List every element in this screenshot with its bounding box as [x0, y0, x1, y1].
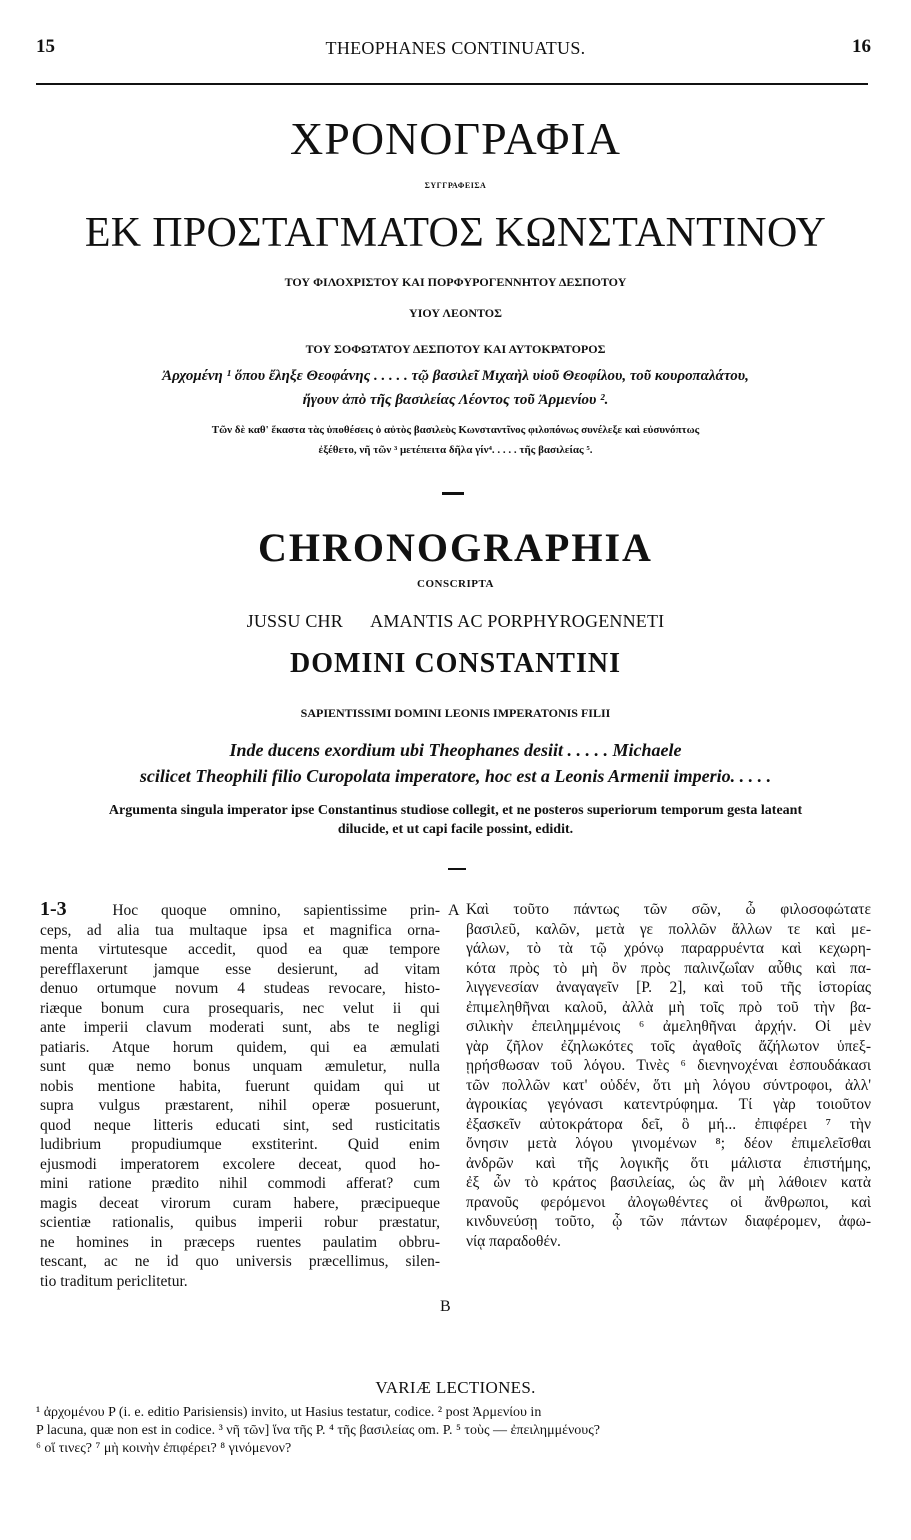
latin-sapientissimi: SAPIENTISSIMI DOMINI LEONIS IMPERATONIS FILII [300, 706, 611, 720]
variant-note-line: ⁶ οἵ τινες? ⁷ μὴ κοινὴν ἐπιφέρει? ⁸ γινόμενον? [36, 1441, 292, 1456]
greek-subtitle-small: ΣΥΓΓΡΑΦΕΙΣΑ [424, 181, 487, 190]
greek-line: λιγγενεσίαν ἀναγαγεῖν [P. 2], καὶ τοῦ τῆς ἱστορίας [466, 979, 871, 996]
latin-incipit-line-1: Inde ducens exordium ubi Theophanes desiit . . . . . Michaele [229, 740, 682, 760]
greek-line: πρανοῦς φερόμενοι ἀλογωθέντες οἱ ἄνθρωποι, καὶ [466, 1193, 871, 1211]
section-divider [442, 492, 464, 495]
greek-line: σιλικὴν ἐπειλημμένοις ⁶ ἀμεληθῆναι ἀρχήν. Οἱ μὲν [466, 1018, 871, 1035]
latin-argument-line-1: Argumenta singula imperator ipse Constantinus studiose collegit, et ne posteros superiorum temporum gesta lateant [108, 803, 803, 818]
greek-title-line-3: ΤΟΥ ΣΟΦΩΤΑΤΟΥ ΔΕΣΠΟΤΟΥ ΚΑΙ ΑΥΤΟΚΡΑΤΟΡΟΣ [305, 342, 606, 356]
latin-conscripta: CONSCRIPTA [417, 578, 494, 590]
greek-argument-line-1: Τῶν δὲ καθ' ἕκαστα τὰς ὑποθέσεις ὁ αὐτὸς βασιλεὺς Κωνσταντῖνος φιλοπόνως συνέλεξε καὶ εὐσυνόπτως [211, 424, 700, 436]
latin-line: supra vulgus præstarent, nihil operæ posuerunt, [40, 1097, 440, 1114]
greek-line: ἐξασκεῖν αὐτοκράτορα δεῖ, ὃ μή... ἐπιφέρει ⁷ τὴν [466, 1115, 871, 1133]
latin-argument-line-2: dilucide, et ut capi facile possint, edidit. [337, 822, 574, 837]
greek-argument-line-2: ἐξέθετο, νῆ τῶν ³ μετέπειτα δῆλα γίν⁴. . . . . τῆς βασιλείας ⁵. [318, 444, 593, 456]
latin-line: patiaris. Atque horum quidem, qui ea æmulati [40, 1038, 440, 1056]
margin-letter-b: B [440, 1298, 451, 1315]
greek-title-line-2: ΥΙΟΥ ΛΕΟΝΤΟΣ [409, 306, 502, 320]
greek-line: ἀγροικίας γεγόνασι κατεντρύφημα. Τί γὰρ τοιοῦτον [466, 1096, 871, 1113]
latin-line: magis deceat virorum curam habere, præcipueque [40, 1194, 440, 1212]
latin-domini: DOMINI CONSTANTINI [290, 648, 621, 679]
latin-column [40, 900, 440, 1291]
latin-jussu-line: JUSSU CHR AMANTIS AC PORPHYROGENNETI [246, 611, 665, 631]
latin-line: mini ratione prædito nihil commodi afferat? cum [40, 1175, 440, 1192]
greek-line: κινδυνεύσῃ τοῦτο, ᾧ τῶν πάντων διαφέρομεν, ἀφω- [466, 1213, 871, 1230]
latin-line: riæque bonum cura prosequaris, nec velut ii qui [40, 999, 440, 1017]
page-number-left: 15 [36, 36, 55, 57]
running-title: THEOPHANES CONTINUATUS. [325, 38, 586, 58]
greek-line: βασιλεῦ, καλῶν, μετὰ γε πολλῶν ἄλλων τε καὶ με- [466, 920, 871, 938]
latin-line: ludibrium propudiumque exstiterint. Quid enim [40, 1136, 440, 1153]
latin-line: menta virtutesque accedit, quod ea quæ tempore [40, 941, 440, 958]
variant-note-line: ¹ ἀρχομένου P (i. e. editio Parisiensis) invito, ut Hasius testatur, codice. ² post Ἀρμενίου in [36, 1405, 542, 1420]
greek-column [466, 900, 871, 1251]
greek-line: ῃρήσθωσαν τοῦ λόγου. Τινὲς ⁶ διενηνοχέναι ἐσπουδάκασι [466, 1057, 871, 1074]
latin-line: nobis mentione habita, fuerunt quidam qui ut [40, 1077, 440, 1095]
greek-line: γάλων, τὸ τὰ τῷ χρόνῳ παραρρυέντα καὶ κεχωρη- [466, 940, 871, 957]
variant-note-line: P lacuna, quæ non est in codice. ³ νῆ τῶν] ἵνα τῆς P. ⁴ τῆς βασιλείας om. P. ⁵ τοὺς — ἐπειλημμένους? [36, 1423, 600, 1438]
latin-line: sunt quæ nemo bonus unquam æmuletur, nulla [40, 1058, 440, 1075]
latin-line: ante imperii clavum moderati sunt, abs te negligi [40, 1019, 440, 1036]
latin-line: tescant, ac ne id quo universis præcellimus, silen- [40, 1253, 440, 1270]
latin-line-text: Hoc quoque omnino, sapientissime prin- [112, 902, 441, 919]
header-rule [36, 83, 868, 85]
section-divider [448, 868, 466, 870]
latin-line: perefflaxerunt jamque esse desierunt, ad vitam [40, 960, 440, 978]
greek-line: ἐξ ὧν τὸ κράτος βασιλείας, ὡς ἂν μὴ λάθοιεν κατὰ [466, 1174, 871, 1191]
greek-heading: ΕΚ ΠΡΟΣΤΑΓΜΑΤΟΣ ΚΩΝΣΤΑΝΤΙΝΟΥ [84, 210, 827, 256]
latin-line: denuo ortumque novum 4 studeas revocare, histo- [40, 980, 440, 997]
greek-line: Καὶ τοῦτο πάντως τῶν σῶν, ὦ φιλοσοφώτατε [466, 901, 871, 918]
latin-title: CHRONOGRAPHIA [258, 525, 653, 570]
greek-line: γὰρ ζῆλον ἐζηλωκότες τοῖς ἀγαθοῖς ἄζήλωτον ὑπεξ- [466, 1037, 871, 1055]
greek-title: ΧΡΟΝΟΓΡΑΦΙΑ [290, 113, 621, 164]
greek-line: ἐπιμεληθῆναι καλοῦ, ἀλλὰ μὴ τοῖς πρὸ τοῦ τὴν βα- [466, 998, 871, 1016]
greek-title-line-1: ΤΟΥ ΦΙΛΟΧΡΙΣΤΟΥ ΚΑΙ ΠΟΡΦΥΡΟΓΕΝΝΗΤΟΥ ΔΕΣΠΟΤΟΥ [284, 275, 627, 289]
greek-line: κότα πρὸς τὸ μὴ ὂν πρὸς παλινζωΐαν αὖθις καὶ πα- [466, 959, 871, 977]
latin-line: ceps, ad alia tua multaque ipsa et magnifica orna- [40, 921, 440, 939]
latin-incipit-line-2: scilicet Theophili filio Curopolata imperatore, hoc est a Leonis Armenii imperio. . . . . [139, 766, 772, 786]
section-marker: 1-3 [40, 898, 67, 920]
greek-line: ὄνησιν μετὰ λόγου γινομένων ⁸; δέον ἐπιμελεῖσθαι [466, 1135, 871, 1152]
page-number-right: 16 [852, 36, 871, 57]
greek-line: ἀνδρῶν καὶ τῆς λογικῆς ὅτι μάλιστα ἐπιστήμης, [466, 1154, 871, 1172]
greek-incipit-line-2: ἤγουν ἀπὸ τῆς βασιλείας Λέοντος τοῦ Ἀρμενίου ². [302, 392, 609, 408]
latin-line: scientiæ rationalis, quibus imperii robur præstatur, [40, 1214, 440, 1231]
latin-line [40, 900, 440, 921]
variae-lectiones-title: VARIÆ LECTIONES. [375, 1378, 536, 1397]
latin-line: quod neque litteris educati sint, sed rusticitatis [40, 1116, 440, 1134]
latin-line: ne homines in præceps ruentes paulatim obbru- [40, 1233, 440, 1251]
latin-line: ejusmodi imperatorem excolere deceat, quod ho- [40, 1155, 440, 1173]
latin-line: tio traditum periclitetur. [40, 1272, 188, 1290]
margin-letter-a: A [448, 902, 460, 919]
greek-line: τῶν πολλῶν κατ' οὐδέν, ὅτι μὴ λόγου σύντροφοι, ἀλλ' [466, 1076, 871, 1094]
greek-incipit-line-1: Ἀρχομένη ¹ ὅπου ἔληξε Θεοφάνης . . . . . τῷ βασιλεῖ Μιχαὴλ υἱοῦ Θεοφίλου, τοῦ κουροπαλάτου, [162, 368, 749, 384]
greek-line: νίᾳ παραδοθέν. [466, 1232, 561, 1250]
